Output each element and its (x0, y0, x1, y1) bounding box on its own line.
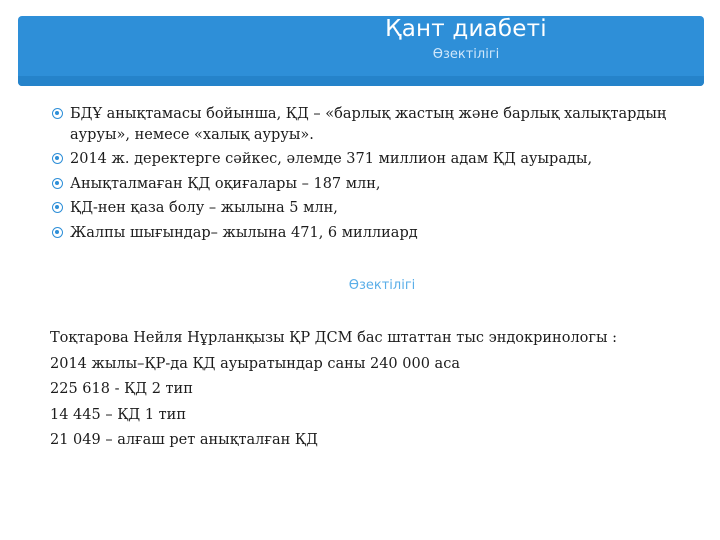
list-item (52, 104, 692, 145)
bullet-text: Анықталмаған ҚД оқиғалары – 187 млн, (70, 175, 381, 192)
circle-bullet-icon (52, 153, 63, 164)
page-title: Қант диабеті (385, 16, 547, 42)
section-heading: Өзектілігі (348, 278, 416, 293)
list-item (52, 149, 692, 170)
text-line: Тоқтарова Нейля Нұрланқызы ҚР ДСМ бас штаттан тыс эндокринологы : (50, 330, 618, 346)
circle-bullet-icon (52, 202, 63, 213)
page-subtitle: Өзектілігі (432, 47, 500, 62)
list-item (52, 223, 692, 244)
text-line: 2014 жылы–ҚР-да ҚД ауыратындар саны 240 000 аса (50, 355, 460, 372)
circle-bullet-icon (52, 227, 63, 238)
text-line: 14 445 – ҚД 1 тип (50, 406, 187, 423)
bullet-list (52, 104, 692, 247)
list-item (52, 198, 692, 219)
bullet-text: БДҰ анықтамасы бойынша, ҚД – «барлық жастың және барлық халықтардың ауруы», немесе «халық ауруы». (70, 106, 667, 143)
text-line: 225 618 - ҚД 2 тип (50, 381, 193, 397)
text-line: 21 049 – алғаш рет анықталған ҚД (50, 432, 318, 448)
bullet-text: 2014 ж. деректерге сәйкес, әлемде 371 миллион адам ҚД ауырады, (70, 151, 593, 167)
list-item (52, 174, 692, 195)
bullet-text: ҚД-нен қаза болу – жылына 5 млн, (70, 200, 338, 216)
bullet-text: Жалпы шығындар– жылына 471, 6 миллиард (70, 224, 418, 241)
circle-bullet-icon (52, 178, 63, 189)
text-block (50, 326, 690, 454)
circle-bullet-icon (52, 108, 63, 119)
